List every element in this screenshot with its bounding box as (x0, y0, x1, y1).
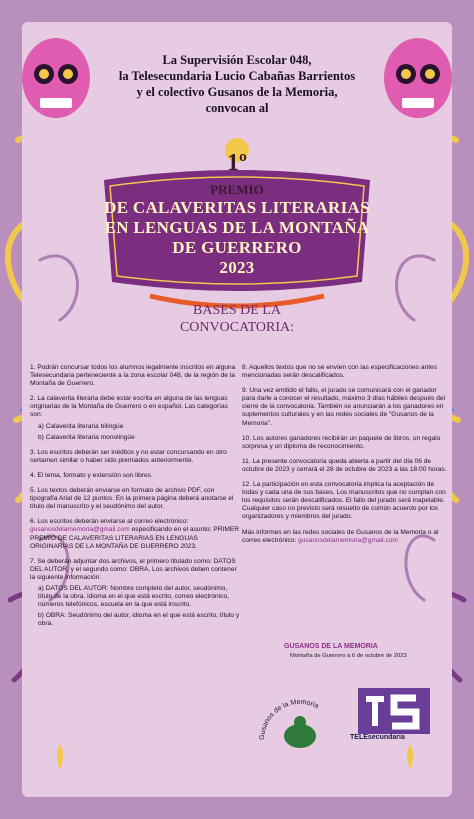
rule-item (30, 395, 242, 441)
rule-item: 8. Aquellos textos que no se envíen con las especificaciones antes mencionadas serán descalificados. (242, 364, 438, 380)
rule-subitem: a) DATOS DEL AUTOR: Nombre completo del autor, seudónimo, título de la obra, idioma en el que está escrito, correo electrónico, números telefónicos, escuela en la que está inscrito. (38, 584, 229, 609)
rule-subitem: b) OBRA: Seudónimo del autor, idioma en el que está escrito, título y obra. (38, 612, 240, 628)
header-line: La Supervisión Escolar 048, (162, 53, 312, 67)
rule-text: 2. La calaverita literaria debe estar escrita en alguna de las lenguas originarias de la Montaña de Guerrero o en español. Las categorías son: (30, 395, 228, 419)
info-label: Más informes en las redes sociales de Gusanos de la Memoria o al correo electrónico: (242, 528, 439, 544)
banner-year: 2023 (219, 258, 255, 277)
rules-column-left (30, 364, 242, 635)
bases-heading (0, 302, 474, 336)
header-line: la Telesecundaria Lucio Cabañas Barrientos (118, 69, 356, 83)
banner-ordinal: 1º (227, 150, 247, 176)
banner-premio: PREMIO (210, 182, 264, 197)
rule-item: 10. Los autores ganadores recibirán un paquete de libros, un regalo sorpresa y un diploma de reconocimiento. (242, 434, 441, 450)
rule-item: 4. El tema, formato y extensión son libres. (30, 471, 153, 479)
info-text (242, 529, 450, 545)
rule-text: 7. Se deberán adjuntar dos archivos, el primero titulado como: DATOS DEL AUTOR, y el segundo como: OBRA. Los archivos deben contener la siguiente información: (30, 557, 237, 581)
rule-text: especificando en el asunto: PRIMER PREMIO DE CALAVERITAS LITERARIAS EN LENGUAS ORIGINARIAS DE LA MONTAÑA DE GUERRERO 2023. (30, 526, 240, 550)
rule-item: 3. Los escritos deberán ser inéditos y no estar concursando en otro certamen similar o haber sido premiados anteriormente. (30, 448, 227, 464)
telesecundaria-logo-icon (358, 688, 430, 734)
bases-line: CONVOCATORIA: (179, 320, 295, 335)
footer-date: Montaña de Guerrero a 6 de octubre de 2023 (290, 653, 407, 659)
rule-subitem: b) Calaverita literaria monolingüe (38, 433, 135, 441)
footer-org: GUSANOS DE LA MEMORIA (284, 643, 378, 650)
rule-item: 5. Los textos deberán enviarse en formato de archivo PDF, con tipografía Arial de 12 puntos. En la primera página deberá anotarse el título del manuscrito y el seudónimo del autor. (30, 487, 234, 511)
logo-text: Gusanos de la Memoria (258, 698, 320, 741)
header-line: y el colectivo Gusanos de la Memoria, (136, 85, 338, 99)
banner-line: EN LENGUAS DE LA MONTAÑA (104, 218, 370, 237)
email-link[interactable]: gusanosdelamemoria@gmail.com (30, 526, 130, 534)
rule-subitem: a) Calaverita literaria bilingüe (38, 422, 124, 430)
rule-text: 6. Los escritos deberán enviarse al correo electrónico: (30, 518, 189, 526)
email-link[interactable]: gusanosdelamemoria@gmail.com (298, 536, 398, 544)
header-line: convocan al (205, 101, 269, 115)
banner-line: DE CALAVERITAS LITERARIAS (104, 198, 370, 217)
rule-item (30, 558, 242, 629)
rules-column-right (242, 364, 450, 552)
telesecundaria-label: TELEsecundaria (350, 734, 405, 741)
gusanos-logo-icon (254, 678, 346, 758)
rule-item: 12. La participación en esta convocatoria implica la aceptación de todas y cada una de sus bases. Los manuscritos que no cumplan con los requisitos serán descalificados. El fallo del jurado será inapelable. Cualquier caso no previsto será resuelto de común acuerdo por los organizadores y miembros del jurado. (242, 481, 446, 521)
rule-item (30, 518, 242, 550)
rule-item: 11. La presente convocatoria queda abierta a partir del día 06 de octubre de 2023 y cerrará el 28 de octubre de 2023 a las 18:00 horas. (242, 457, 447, 473)
bases-line: BASES DE LA (193, 303, 281, 318)
banner-line: DE GUERRERO (172, 238, 302, 257)
organizers-header (0, 52, 474, 116)
rule-item: 1. Podrán concursar todos los alumnos legalmente inscritos en alguna Telesecundaria perteneciente a la zona escolar 048, de la región de la Montaña de Guerrero. (30, 364, 236, 388)
rule-item: 9. Una vez emitido el fallo, el jurado se comunicará con el ganador para darle a conocer el resultado, máximo 3 días hábiles después del cierre de la convocatoria. También se anunciarán a los ganadores en suplementos culturales y en las redes sociales de "Gusanos de la Memoria". (242, 387, 446, 427)
